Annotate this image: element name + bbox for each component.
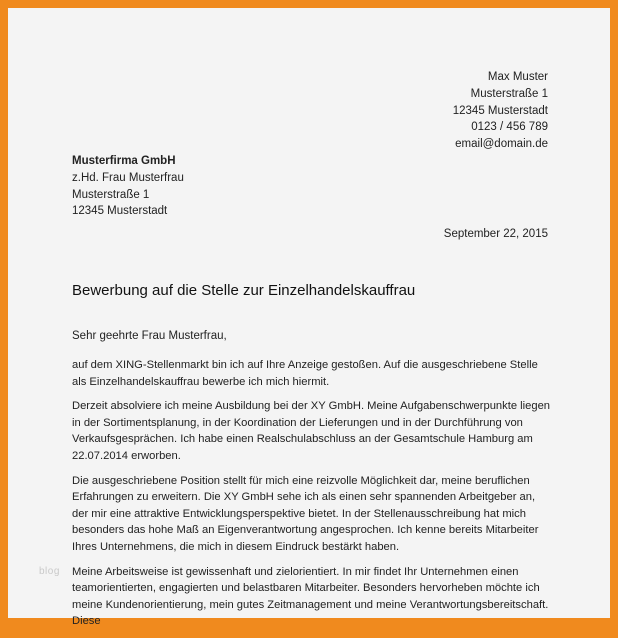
letter-salutation: Sehr geehrte Frau Musterfrau,: [72, 330, 227, 342]
letter-date: September 22, 2015: [443, 228, 548, 240]
blog-watermark: blog: [39, 566, 60, 577]
letter-body: [72, 357, 554, 638]
letter-subject: Bewerbung auf die Stelle zur Einzelhandelskauffrau: [72, 282, 416, 299]
document-page: [8, 8, 610, 628]
sender-city: 12345 Musterstadt: [452, 104, 548, 117]
recipient-street: Musterstraße 1: [72, 188, 150, 201]
recipient-company: Musterfirma GmbH: [72, 155, 176, 167]
body-paragraph: Meine Arbeitsweise ist gewissenhaft und zielorientiert. In mir findet Ihr Unternehmen einen teamorientierten, engagierten und belastbaren Mitarbeiter. Besonders hervorheben möchte ich meine Kundenorientierung, mein gutes Zeitmanagement und meine Verantwortungsbereitschaft. Diese: [72, 565, 549, 628]
body-paragraph: Die ausgeschriebene Position stellt für mich eine reizvolle Möglichkeit dar, meine beruflichen Erfahrungen zu erweitern. Die XY GmbH sehe ich als einen sehr spannenden Arbeitgeber an, der mir eine attraktive Entwicklungsperspektive bietet. In der Stellenausschreibung hat mich besonders das hohe Maß an Eigenverantwortung angesprochen. Ich kenne bereits Mitarbeiter Ihres Unternehmens, die mich in diesem Eindruck bestärkt haben.: [72, 474, 539, 553]
recipient-city: 12345 Musterstadt: [72, 205, 168, 218]
sender-name: Max Muster: [487, 71, 548, 83]
sender-street: Musterstraße 1: [470, 87, 548, 100]
body-paragraph: Derzeit absolviere ich meine Ausbildung bei der XY GmbH. Meine Aufgabenschwerpunkte liegen in der Sortimentsplanung, in der Koordination der Lieferungen und in der Durchführung von Verkaufsgesprächen. Ich habe einen Realschulabschluss an der Gesamtschule Hamburg am 22.07.2014 erworben.: [72, 400, 551, 462]
recipient-attention: z.Hd. Frau Musterfrau: [72, 171, 184, 184]
body-paragraph: auf dem XING-Stellenmarkt bin ich auf Ihre Anzeige gestoßen. Auf die ausgeschriebene Stelle als Einzelhandelskauffrau bewerbe ich mich hiermit.: [72, 359, 538, 388]
sender-address-block: [453, 69, 548, 153]
recipient-address-block: [72, 153, 184, 220]
sender-phone: 0123 / 456 789: [471, 121, 548, 134]
sender-email: email@domain.de: [455, 138, 548, 151]
